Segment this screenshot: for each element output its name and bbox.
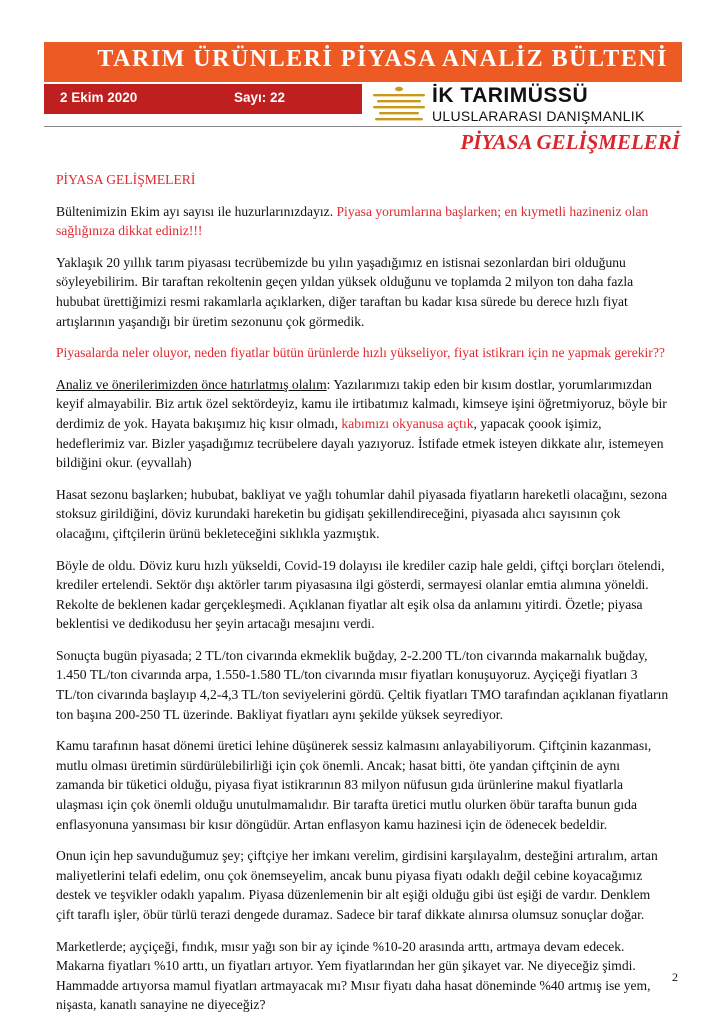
article-body [56, 170, 670, 1027]
paragraph: Hasat sezonu başlarken; hububat, bakliyat ve yağlı tohumlar dahil piyasada fiyatların hareketli olacağını, sezona stoksuz girildiğini, döviz kurundaki hareketin bu gidişatı şekillendireceğini, piyasada alıcı sayısının çok olacağını, çiftçilerin ürünü bekleteceğini sıklıkla yazmıştık. [56, 486, 668, 541]
reminder-text-b: , yapacak çoook işimiz, hedeflerimiz var. Bizler yaşadığımız tecrübelere dayalı yazıyoruz. İstifade etmek isteyen dikkate alır, istemeyen bildiğini okur. (eyvallah) [56, 415, 664, 471]
paragraph: Sonuçta bugün piyasada; 2 TL/ton civarında ekmeklik buğday, 2-2.200 TL/ton civarında makarnalık buğday, 1.450 TL/ton civarında arpa, 1.550-1.580 TL/ton civarında mısır fiyatları konuşuyoruz. Ayçiçeği fiyatları 3 TL/ton civarında başlayıp 4,2-4,3 TL/ton seviyelerini gördü. Çeltik fiyatları TMO tarafından açıklanan fiyatların ton başına 200-250 TL üzerinde. Bakliyat fiyatları aynı şekilde yüksek seyrediyor. [56, 647, 669, 722]
date-issue-bar [44, 84, 362, 114]
issue-date: 2 Ekim 2020 [60, 90, 138, 105]
issue-number: Sayı: 22 [234, 90, 286, 105]
page-number: 2 [672, 970, 678, 984]
paragraph-intro [56, 202, 670, 241]
header-banner [44, 42, 682, 82]
paragraph: Yaklaşık 20 yıllık tarım piyasası tecrübemizde bu yılın yaşadığımız en istisnai sezonlardan biri olduğunu söyleyebilirim. Bir taraftan rekoltenin geçen yıldan yüksek olduğunu ve toplamda 2 milyon ton daha fazla hububat ürettiğimizi resmi rakamlarla açıklarken, diğer taraftan bu kadar kısa sürede bu derece hızlı fiyat artışlarının yaşandığı bir üretim sezonunu çok görmedik. [56, 254, 634, 329]
reminder-lead: Analiz ve önerilerimizden önce hatırlatmış olalım [56, 376, 327, 392]
paragraph: Marketlerde; ayçiçeği, fındık, mısır yağı son bir ay içinde %10-20 arasında arttı, artmaya devam edecek. Makarna fiyatları %10 arttı, un fiyatları artıyor. Yem fiyatlarından her gün şikayet var. Ne diyeceğiz şimdi. Hammadde artıyorsa mamul fiyatları artmayacak mı? Mısır fiyatı daha hasat döneminde %40 artmış ise yem, nişasta, kanatlı sanayine ne diyeceğiz? [56, 938, 651, 1013]
header-divider [44, 126, 682, 127]
paragraph: Böyle de oldu. Döviz kuru hızlı yükseldi, Covid-19 dolayısı ile krediler cazip hale geldi, çiftçi borçları ötelendi, krediler ertelendi. Sektör dışı aktörler tarım piyasasına ilgi gösterdi, sermayesi olanlar emtia alımına yöneldi. Rekolte de beklenen kadar gerçekleşmedi. Açıklanan fiyatlar alt eşik olsa da anlamını yitirdi. Özetle; piyasa beklentisi ve dedikodusu her şeyin artacağı mesajını verdi. [56, 557, 665, 632]
reminder-text-a: : Yazılarımızı takip eden bir kısım dostlar, yorumlarımızdan keyif almayabilir. Biz artık özel sektördeyiz, kamu ile irtibatımız kalmadı, kimseye işini öğretmiyoruz, böyle bir derdimiz de yok. Hayata bakışımız hiç kısır olmadı, [56, 376, 667, 431]
paragraph: Onun için hep savunduğumuz şey; çiftçiye her imkanı verelim, girdisini karşılayalım, desteğini artıralım, artan maliyetlerini telafi edelim, onu çok önemseyelim, ancak bunu piyasa fiyatı odaklı değil cebine koyacağımız destek ve teşvikler odaklı yapalım. Piyasa düzenlemenin bir alt eşiği olduğu gibi üst eşiği de vardır. Denklem çift taraflı işler, öbür türlü terazi dengede duramaz. Sadece bir taraf dikkate alınırsa olumsuz sonuçlar doğar. [56, 848, 658, 922]
article-heading: PİYASA GELİŞMELERİ [56, 172, 196, 187]
intro-text: Bültenimizin Ekim ayı sayısı ile huzurlarınızdayız. [56, 203, 337, 219]
key-question: Piyasalarda neler oluyor, neden fiyatlar bütün ürünlerde hızlı yükseliyor, fiyat istikrarı için ne yapmak gerekir?? [56, 345, 665, 361]
reminder-highlight: kabımızı okyanusa açtık [341, 415, 474, 431]
health-warning: Piyasa yorumlarına başlarken; en kıymetli hazineniz olan sağlığınıza dikkat ediniz!!! [56, 203, 649, 239]
bulletin-title: TARIM ÜRÜNLERİ PİYASA ANALİZ BÜLTENİ [97, 46, 668, 72]
paragraph: Kamu tarafının hasat dönemi üretici lehine düşünerek sessiz kalmasını anlayabiliyorum. Çiftçinin kazanması, mutlu olması üretimin sürdürülebilirliği için çok önemli. Ancak; hasat bitti, öte yandan çiftçinin de aynı zamanda bir tüketici olduğu, piyasa fiyat istikrarının 83 milyon nüfusun gıda ürünlerine makul fiyatlarla ulaşması için çok önemli olduğu unutulmamalıdır. Bir tarafta üretici mutlu olurken öbür tarafta bunun gıda enflasyonuna yansıması bir kısır döngüdür. Artan enflasyon kamu hazinesi için de ödenecek bedeldir. [56, 738, 652, 832]
section-heading: PİYASA GELİŞMELERİ [460, 130, 680, 154]
paragraph-reminder [56, 375, 670, 473]
company-logo [370, 82, 682, 126]
logo-name: İK TARIMÜSSÜ [432, 84, 589, 107]
wheat-icon [370, 84, 428, 124]
logo-subtitle: ULUSLARARASI DANIŞMANLIK [432, 108, 645, 124]
